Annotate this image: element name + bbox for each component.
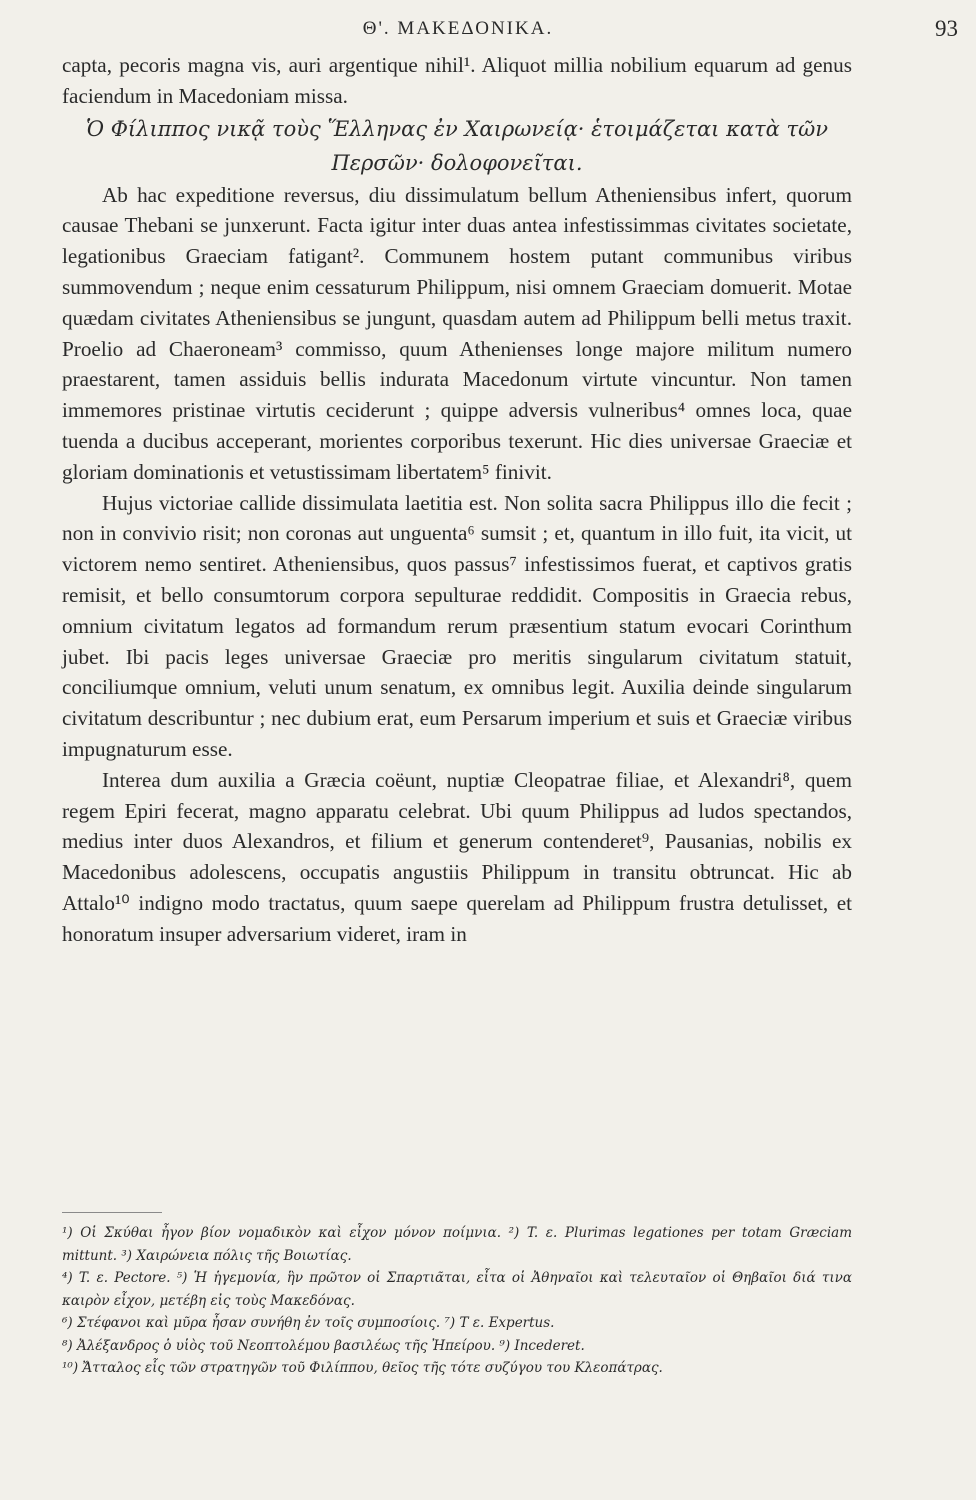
paragraph: Hujus victoriae callide dissimulata laetitia est. Non solita sacra Philippus illo die fecit ; non in convivio risit; non coronas aut unguenta⁶ sumsit ; et, quantum in illo fuit, ita vicit, ut victorem nemo sentiret. Atheniensibus, quos passus⁷ infestissimos fuerat, et captivos gratis remisit, et bello consumtorum corpora sepulturae reddidit. Compositis in Graecia rebus, omnium civitatum legatos ad formandum rerum præsentium statum evocari Corinthum jubet. Ibi pacis leges universae Graeciæ pro meritis singularum civitatum statuit, conciliumque omnium, veluti unum senatum, ex omnibus legit. Auxilia deinde singularum civitatum describuntur ; nec dubium erat, eum Persarum imperium et suis et Graeciæ viribus impugnaturum esse. — [62, 490, 852, 761]
footnote: ⁶) Στέφανοι καὶ μῦρα ἦσαν συνήθη ἐν τοῖς συμποσίοις. ⁷) T ε. Expertus. — [62, 1315, 555, 1331]
footnote: ⁴) T. ε. Pectore. ⁵) Ἡ ἡγεμονία, ἣν πρῶτον οἱ Σπαρτιᾶται, εἶτα οἱ Ἀθηναῖοι καὶ τελευταῖον οἱ Θηβαῖοι διά τινα καιρὸν εἶχον, μετέβη εἰς τοὺς Μακεδόνας. — [62, 1270, 852, 1309]
running-title: Θ'. ΜΑΚΕΔΟΝΙΚΑ. — [362, 18, 554, 39]
page-header — [62, 14, 958, 46]
paragraph-continued: capta, pecoris magna vis, auri argentique nihil¹. Aliquot millia nobilium equarum ad genus faciendum in Macedoniam missa. — [62, 53, 852, 108]
section-heading: Ὁ Φίλιππος νικᾷ τοὺς Ἕλληνας ἐν Χαιρωνείᾳ· ἑτοιμάζεται κατὰ τῶν Περσῶν· δολοφονεῖται. — [85, 116, 829, 175]
footnote: ¹⁰) Ἄτταλος εἷς τῶν στρατηγῶν τοῦ Φιλίππου, θεῖος τῆς τότε συζύγου του Κλεοπάτρας. — [62, 1360, 663, 1376]
paragraph: Interea dum auxilia a Græcia coëunt, nuptiæ Cleopatrae filiae, et Alexandri⁸, quem regem Epiri fecerat, magno apparatu celebrat. Ubi quum Philippus ad ludos spectandos, medius inter duos Alexandros, et filium et generum contenderet⁹, Pausanias, nobilis ex Macedonibus adolescens, occupatis angustiis Philippum in transitu obtruncat. Hic ab Attalo¹⁰ indigno modo tractatus, quum saepe querelam ad Philippum frustra detulisset, et honoratum insuper adversarium videret, iram in — [62, 767, 852, 946]
page-number: 93 — [935, 16, 958, 41]
footnote: ¹) Οἱ Σκύθαι ἦγον βίον νομαδικὸν καὶ εἶχον μόνον ποίμνια. ²) T. ε. Plurimas legationes per totam Græciam mittunt. ³) Χαιρώνεια πόλις τῆς Βοιωτίας. — [62, 1225, 852, 1264]
footnotes — [62, 1222, 852, 1380]
paragraph: Ab hac expeditione reversus, diu dissimulatum bellum Atheniensibus infert, quorum causae Thebani se junxerunt. Facta igitur inter duas antea infestissimmas civitates societate, legationibus Graeciam fatigant². Communem hostem putant communibus viribus summovendum ; neque enim cessaturum Philippum, nisi omnem Graeciam domuerit. Motae quædam civitates Atheniensibus se jungunt, quasdam autem ad Philippum belli metus traxit. Proelio ad Chaeroneam³ commisso, quum Athenienses longe majore militum numero praestarent, tamen assiduis bellis indurata Macedonum virtute vincuntur. Non tamen immemores pristinae virtutis ceciderunt ; quippe adversis vulneribus⁴ omnes loca, quae tuenda a ducibus acceperant, morientes corporibus texerunt. Hic dies universae Graeciæ et gloriam dominationis et vetustissimam libertatem⁵ finivit. — [62, 182, 852, 484]
main-text — [62, 50, 852, 950]
footnote: ⁸) Ἀλέξανδρος ὁ υἱὸς τοῦ Νεοπτολέμου βασιλέως τῆς Ἠπείρου. ⁹) Incederet. — [62, 1337, 585, 1354]
footnote-rule — [62, 1212, 162, 1213]
